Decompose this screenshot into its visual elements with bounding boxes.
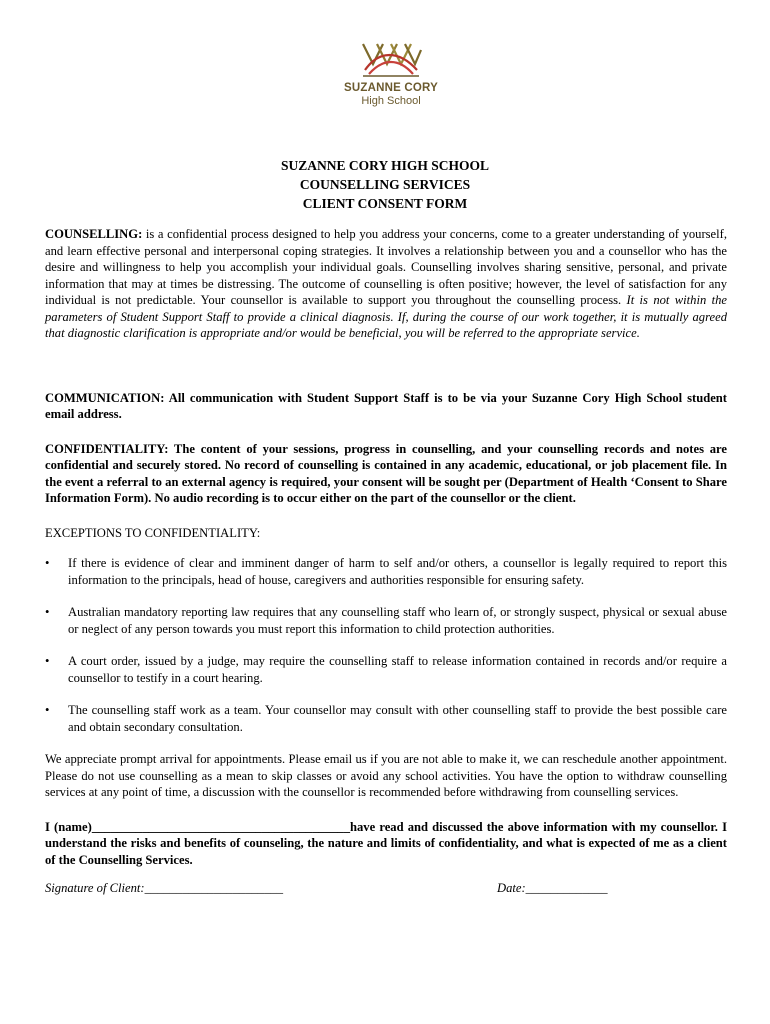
communication-text: COMMUNICATION: All communication with Student Support Staff is to be via your Suzanne Cory High School student email address. (45, 390, 727, 421)
list-item (45, 702, 727, 735)
confidentiality-paragraph (45, 441, 727, 507)
school-crest-icon (359, 40, 423, 80)
bullet-icon: • (45, 556, 50, 570)
agreement-paragraph (45, 819, 727, 869)
confidentiality-text: CONFIDENTIALITY: The content of your sessions, progress in counselling, and your counselling records and notes are confidential and securely stored. No record of counselling is contained in any academic, educational, or job placement file. In the event a referral to an external agency is required, your consent will be sought per (Department of Health ‘Consent to Share Information Form). No audio recording is to occur either on the part of the counsellor or the client. (45, 441, 727, 505)
exception-text: The counselling staff work as a team. Your counsellor may consult with other counselling staff to provide the best possible care and obtain secondary consultation. (68, 703, 727, 734)
bullet-icon: • (45, 605, 50, 619)
exception-text: A court order, issued by a judge, may require the counselling staff to release information contained in records and/or require a counsellor to testify in a court hearing. (68, 654, 727, 685)
list-item (45, 604, 727, 637)
date-field[interactable]: Date:_____________ (497, 881, 608, 895)
form-title-block (0, 156, 770, 213)
bullet-icon: • (45, 654, 50, 668)
exceptions-heading: EXCEPTIONS TO CONFIDENTIALITY: (45, 525, 261, 540)
exceptions-list (45, 555, 727, 735)
spacer (45, 360, 727, 390)
client-signature-field[interactable]: Signature of Client:______________________ (45, 881, 284, 895)
exception-text: If there is evidence of clear and imminent danger of harm to self and/or others, a counsellor is legally required to report this information to the principals, head of house, caregivers and authorities responsible for ensuring safety. (68, 556, 727, 587)
list-item (45, 653, 727, 686)
counselling-heading: COUNSELLING: (45, 227, 143, 241)
logo-school-subtitle: High School (361, 95, 421, 107)
counselling-italic-note: It is not within the parameters of Student Support Staff to provide a clinical diagnosis. If, during the course of our work together, it is mutually agreed that diagnostic clarification is appropriate and/or would be beneficial, you will be referred to the appropriate service. (45, 293, 727, 340)
bullet-icon: • (45, 703, 50, 717)
counselling-paragraph (45, 226, 727, 342)
title-school: SUZANNE CORY HIGH SCHOOL (281, 158, 489, 173)
logo-school-name: SUZANNE CORY (344, 82, 438, 94)
list-item (45, 555, 727, 588)
school-logo (336, 40, 446, 122)
appointments-paragraph: We appreciate prompt arrival for appointments. Please email us if you are not able to make it, we can reschedule another appointment. Please do not use counselling as a mean to skip classes or avoid any school activities. You have the option to withdraw counselling services at any point of time, a discussion with the counsellor is recommended before withdrawing from counselling services. (45, 752, 727, 799)
title-service: COUNSELLING SERVICES (299, 177, 471, 192)
communication-paragraph (45, 390, 727, 423)
exception-text: Australian mandatory reporting law requires that any counselling staff who learn of, or strongly suspect, physical or sexual abuse or neglect of any person towards you must report this information to child protection authorities. (68, 605, 727, 636)
signature-row (45, 880, 727, 900)
counselling-text: is a confidential process designed to help you address your concerns, come to a greater understanding of yourself, and learn effective personal and interpersonal coping strategies. It involves a relationship between you and a counsellor who has the desire and willingness to help you accomplish your individual goals. Counselling involves sharing sensitive, personal, and private information that may at times be distressing. The outcome of counselling is often positive; however, the level of satisfaction for any individual is not predictable. Your counsellor is available to support you throughout the counselling process. (45, 227, 727, 307)
title-form: CLIENT CONSENT FORM (302, 196, 468, 211)
agreement-text: I (name)_________________________________________have read and discussed the above information with my counsellor. I understand the risks and benefits of counseling, the nature and limits of confidentiality, and what is expected of me as a client of the Counselling Services. (45, 819, 727, 867)
form-body (45, 226, 727, 900)
